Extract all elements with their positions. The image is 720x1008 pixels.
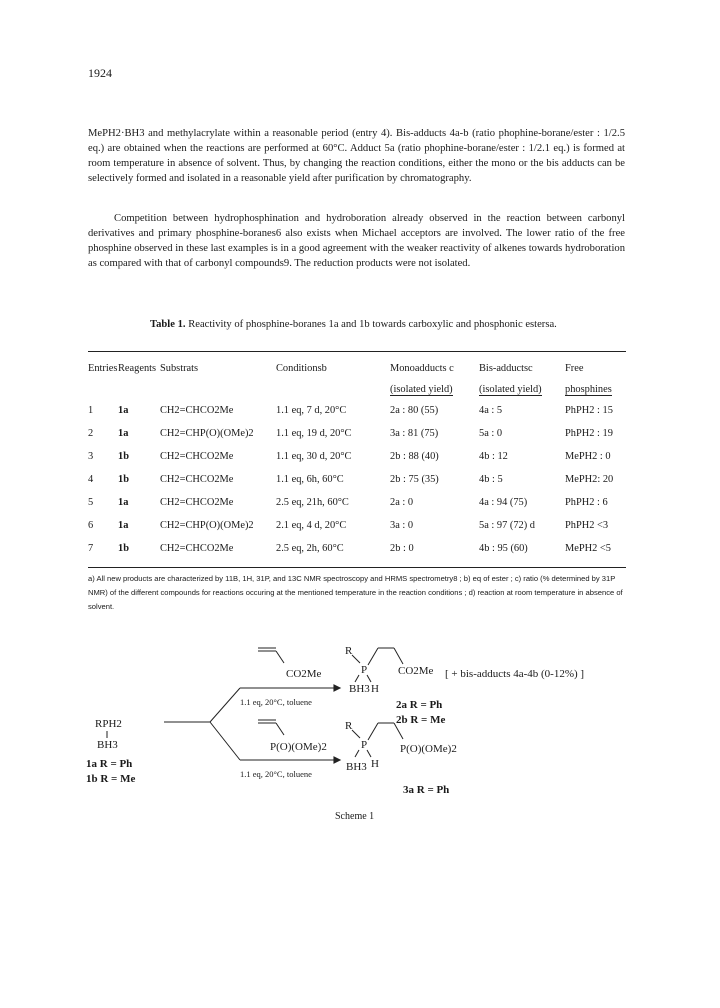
cell-entry: 2 [88, 428, 94, 439]
cell-conditions: 1.1 eq, 7 d, 20°C [276, 405, 347, 416]
lower-arrow-head [334, 757, 340, 763]
cell-conditions: 1.1 eq, 19 d, 20°C [276, 428, 352, 439]
cell-conditions: 2.5 eq, 21h, 60°C [276, 497, 349, 508]
cell-reagent: 1a [118, 428, 129, 439]
product-top-group: CO2Me [398, 665, 434, 677]
cell-conditions: 1.1 eq, 30 d, 20°C [276, 451, 352, 462]
table-row [88, 399, 626, 422]
header-bis-adducts: Bis-adductsc [479, 363, 533, 374]
table-bottom-rule [88, 567, 626, 568]
cell-reagent: 1b [118, 451, 129, 462]
alkene-top-bond [276, 651, 284, 663]
subheader-mono-yield-text: (isolated yield) [390, 384, 453, 395]
product-top-bh3: BH3 [349, 683, 370, 695]
product-2b-label: 2b R = Me [396, 714, 446, 726]
product-top-h: H [371, 683, 379, 695]
product-top-r: R [345, 645, 353, 657]
subheader-cell [88, 380, 118, 399]
cell-free-phosphine: PhPH2 : 15 [565, 405, 613, 416]
product-bottom-bond-bh3 [355, 750, 359, 757]
header-reagents: Reagents [118, 363, 157, 374]
start-bh3-label: BH3 [97, 739, 118, 751]
reagent-top-label: CO2Me [286, 668, 322, 680]
product-top-p: P [361, 664, 368, 676]
product-bottom-bond-r [352, 730, 360, 738]
cell-entry: 7 [88, 543, 94, 554]
cell-substrat: CH2=CHCO2Me [160, 451, 234, 462]
table-header-row [88, 357, 626, 380]
cell-monoadduct: 2b : 75 (35) [390, 474, 439, 485]
subheader-cell [276, 380, 390, 399]
cell-substrat: CH2=CHCO2Me [160, 405, 234, 416]
table-row [88, 537, 626, 560]
cell-conditions: 1.1 eq, 6h, 60°C [276, 474, 344, 485]
cell-substrat: CH2=CHP(O)(OMe)2 [160, 520, 254, 531]
cell-bis-adduct: 4b : 5 [479, 474, 503, 485]
cell-conditions: 2.1 eq, 4 d, 20°C [276, 520, 347, 531]
cell-bis-adduct: 4a : 5 [479, 405, 503, 416]
cell-free-phosphine: MePH2: 20 [565, 474, 614, 485]
cell-monoadduct: 2a : 0 [390, 497, 414, 508]
product-bottom-bh3: BH3 [346, 761, 367, 773]
paragraph-1: MePH2·BH3 and methylacrylate within a reasonable period (entry 4). Bis-adducts 4a-b (ratio phophine-borane/ester : 1/2.5 eq.) are obtained when the reactions are performed at 60°C. Adduct 5a (ratio phophine-borane/ester : 1/2.1 eq.) is formed at room temperature in absence of solvent. Thus, by changing the reaction conditions, either the mono or the bis adducts can be selectively formed and isolated in a reasonable yield after purification by chromatography. [88, 128, 625, 184]
cell-entry: 3 [88, 451, 94, 462]
fork-upper-line [210, 688, 240, 722]
upper-arrow-head [334, 685, 340, 691]
table-caption-label: Table 1. [150, 319, 186, 330]
header-free: Free [565, 363, 584, 374]
cell-reagent: 1a [118, 405, 129, 416]
page-number: 1924 [88, 66, 112, 80]
cell-free-phosphine: MePH2 : 0 [565, 451, 611, 462]
reactivity-table [88, 357, 626, 560]
product-top-bond-p [368, 648, 378, 665]
cell-conditions: 2.5 eq, 2h, 60°C [276, 543, 344, 554]
cell-substrat: CH2=CHCO2Me [160, 543, 234, 554]
product-top-bond-r [352, 655, 360, 663]
paragraph-2: Competition between hydrophosphination and hydroboration already observed in the reaction between carbonyl derivatives and primary phosphine-boranes6 also exists when Michael acceptors are involved. The lower ratio of the free phosphine observed in these last examples is in a good agreement with the weaker reactivity of alkenes towards hydroboration as compared with that of carbonyl compounds9. The reduction products were not isolated. [88, 213, 625, 269]
subheader-bis-yield [479, 380, 565, 399]
subheader-phosphines [565, 380, 626, 399]
cell-entry: 1 [88, 405, 94, 416]
cell-bis-adduct: 5a : 97 (72) d [479, 520, 535, 531]
cell-bis-adduct: 4a : 94 (75) [479, 497, 528, 508]
cell-free-phosphine: PhPH2 <3 [565, 520, 609, 531]
cell-entry: 5 [88, 497, 94, 508]
table-row [88, 468, 626, 491]
cell-reagent: 1a [118, 497, 129, 508]
table-subheader-row [88, 380, 626, 399]
product-bottom-p: P [361, 739, 368, 751]
alkene-bottom-bond [276, 723, 284, 735]
product-top-bond-h [367, 675, 371, 682]
product-bottom-group: P(O)(OMe)2 [400, 743, 457, 755]
fork-lower-line [210, 722, 240, 760]
start-main-label: RPH2 [95, 718, 122, 730]
cell-monoadduct: 2b : 88 (40) [390, 451, 439, 462]
subheader-bis-yield-text: (isolated yield) [479, 384, 542, 395]
cell-reagent: 1b [118, 543, 129, 554]
product-bottom-h: H [371, 758, 379, 770]
cell-free-phosphine: PhPH2 : 19 [565, 428, 613, 439]
table-row [88, 422, 626, 445]
cell-monoadduct: 3a : 81 (75) [390, 428, 439, 439]
product-top-bond-bh3 [355, 675, 359, 682]
reaction-scheme [0, 630, 720, 830]
header-monoadducts: Monoadducts c [390, 363, 454, 374]
table-row [88, 514, 626, 537]
product-2a-label: 2a R = Ph [396, 699, 443, 711]
cell-entry: 4 [88, 474, 94, 485]
cell-monoadduct: 3a : 0 [390, 520, 414, 531]
conditions-bottom-label: 1.1 eq, 20°C, toluene [240, 769, 312, 779]
subheader-cell [160, 380, 276, 399]
table-caption [150, 319, 557, 330]
start-1b-label: 1b R = Me [86, 773, 136, 785]
product-top-bond-ester [394, 648, 403, 664]
cell-free-phosphine: MePH2 <5 [565, 543, 611, 554]
subheader-mono-yield [390, 380, 479, 399]
cell-reagent: 1b [118, 474, 129, 485]
start-1a-label: 1a R = Ph [86, 758, 133, 770]
table-top-rule [88, 351, 626, 352]
cell-bis-adduct: 4b : 12 [479, 451, 508, 462]
product-bottom-bond-p [368, 723, 378, 740]
cell-reagent: 1a [118, 520, 129, 531]
table-row [88, 445, 626, 468]
bis-adduct-note: [ + bis-adducts 4a-4b (0-12%) ] [445, 668, 585, 680]
header-substrats: Substrats [160, 363, 199, 374]
cell-free-phosphine: PhPH2 : 6 [565, 497, 608, 508]
header-conditions: Conditionsb [276, 363, 327, 374]
cell-bis-adduct: 5a : 0 [479, 428, 503, 439]
cell-substrat: CH2=CHP(O)(OMe)2 [160, 428, 254, 439]
cell-entry: 6 [88, 520, 94, 531]
cell-bis-adduct: 4b : 95 (60) [479, 543, 528, 554]
product-3a-label: 3a R = Ph [403, 784, 450, 796]
scheme-title: Scheme 1 [335, 811, 375, 822]
cell-monoadduct: 2a : 80 (55) [390, 405, 439, 416]
subheader-phosphines-text: phosphines [565, 384, 612, 395]
cell-substrat: CH2=CHCO2Me [160, 497, 234, 508]
conditions-top-label: 1.1 eq, 20°C, toluene [240, 697, 312, 707]
reagent-bottom-label: P(O)(OMe)2 [270, 741, 327, 753]
header-entries: Entries [88, 363, 118, 374]
cell-monoadduct: 2b : 0 [390, 543, 414, 554]
product-bottom-r: R [345, 720, 353, 732]
product-bottom-bond-h [367, 750, 371, 757]
table-footnotes: a) All new products are characterized by 11B, 1H, 31P, and 13C NMR spectroscopy and HRMS spectrometry8 ; b) eq of ester ; c) ratio (% determined by 31P NMR) of the different compounds for reactions occuring at the mentioned temperature in the reaction conditions ; d) reaction at room temperature in absence of solvent. [88, 574, 623, 611]
table-row [88, 491, 626, 514]
subheader-cell [118, 380, 160, 399]
cell-substrat: CH2=CHCO2Me [160, 474, 234, 485]
table-caption-text: Reactivity of phosphine-boranes 1a and 1b towards carboxylic and phosphonic estersa. [188, 319, 557, 330]
